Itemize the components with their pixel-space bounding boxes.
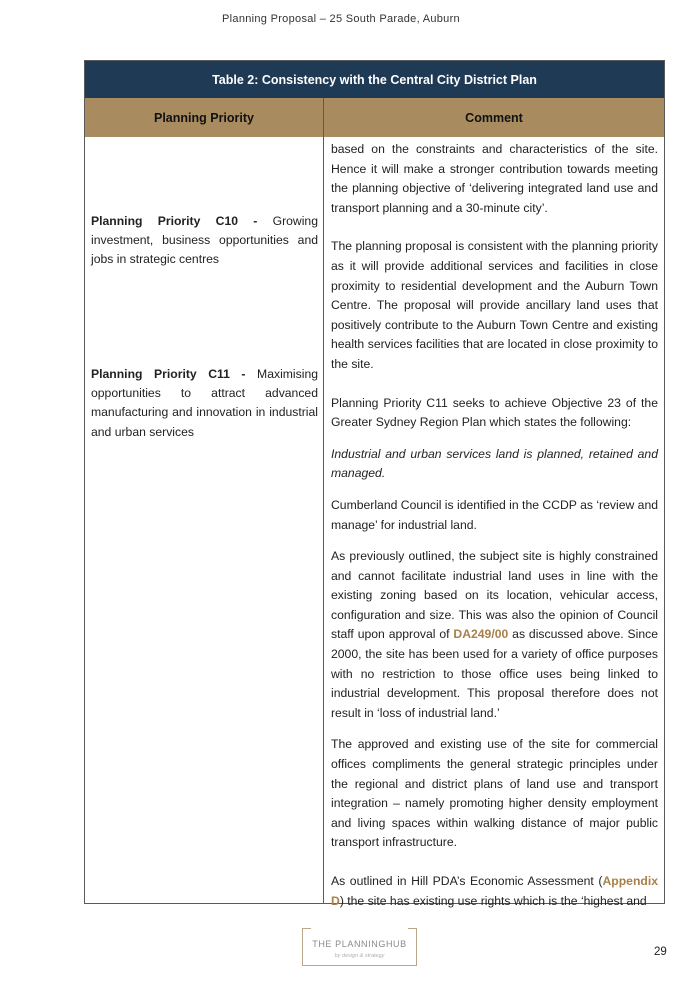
- page-number: 29: [654, 946, 667, 958]
- priority-label: Planning Priority C10 -: [91, 214, 258, 228]
- comment-paragraph: The approved and existing use of the site for commercial offices compliments the general strategic principles under the regional and district plans of land use and transport integration – namely promoting higher density employment and living spaces within walking distance of major public transport infrastructure.: [331, 737, 658, 850]
- logo-name: THE PLANNINGHUB: [312, 939, 407, 949]
- comment-paragraph: [331, 547, 658, 723]
- column-header-comment: Comment: [465, 110, 523, 125]
- running-header: Planning Proposal – 25 South Parade, Auburn: [222, 13, 460, 25]
- objective-quote: Industrial and urban services land is planned, retained and managed.: [331, 446, 658, 481]
- comment-paragraph: [331, 872, 658, 911]
- priority-description: Growing investment, business opportunities and jobs in strategic centres: [91, 214, 318, 267]
- comment-cell: [324, 137, 664, 908]
- table-title: Table 2: Consistency with the Central City District Plan: [85, 61, 664, 98]
- planning-hub-logo: [302, 928, 417, 966]
- da-reference-link[interactable]: DA249/00: [453, 627, 509, 642]
- planning-priority-c10: [91, 212, 318, 270]
- priority-description: Maximising opportunities to attract advanced manufacturing and innovation in industrial and urban services: [91, 367, 318, 439]
- paragraph-text: As previously outlined, the subject site is highly constrained and cannot facilitate industrial land uses in line with the existing zoning based on its location, vehicular access, configuration and size. This was also the opinion of Council staff upon approval of: [331, 549, 658, 642]
- paragraph-text: ) the site has existing use rights which is the ‘highest and: [339, 893, 647, 908]
- logo-tagline: by design & strategy: [334, 953, 385, 959]
- comment-paragraph: Planning Priority C11 seeks to achieve Objective 23 of the Greater Sydney Region Plan which states the following:: [331, 395, 658, 430]
- planning-priority-c11: [91, 365, 318, 442]
- table-header-row: [85, 98, 664, 137]
- comment-paragraph: The planning proposal is consistent with the planning priority as it will provide additional services and facilities in close proximity to residential development and the Auburn Town Centre. The proposal will provide ancillary land uses that positively contribute to the Auburn Town Centre and existing health services facilities that are located in close proximity to the site.: [331, 239, 658, 371]
- paragraph-text: As outlined in Hill PDA’s Economic Assessment (: [331, 874, 603, 888]
- consistency-table: [84, 60, 665, 908]
- planning-priority-cell: [85, 137, 324, 903]
- priority-label: Planning Priority C11 -: [91, 367, 246, 381]
- appendix-d-link[interactable]: Appendix D: [331, 874, 658, 908]
- comment-paragraph: based on the constraints and characteristics of the site. Hence it will make a stronger contribution towards meeting the planning objective of ‘delivering integrated land use and transport planning and a 30-minute city’.: [331, 142, 658, 215]
- table-body-row: [85, 137, 664, 908]
- column-header-planning-priority: Planning Priority: [85, 98, 324, 137]
- comment-paragraph: Cumberland Council is identified in the CCDP as ‘review and manage’ for industrial land.: [331, 497, 658, 532]
- paragraph-text: as discussed above. Since 2000, the site has been used for a variety of office purposes with no restriction to those office uses being linked to industrial development. This proposal therefore does not result in ‘loss of industrial land.’: [331, 627, 658, 720]
